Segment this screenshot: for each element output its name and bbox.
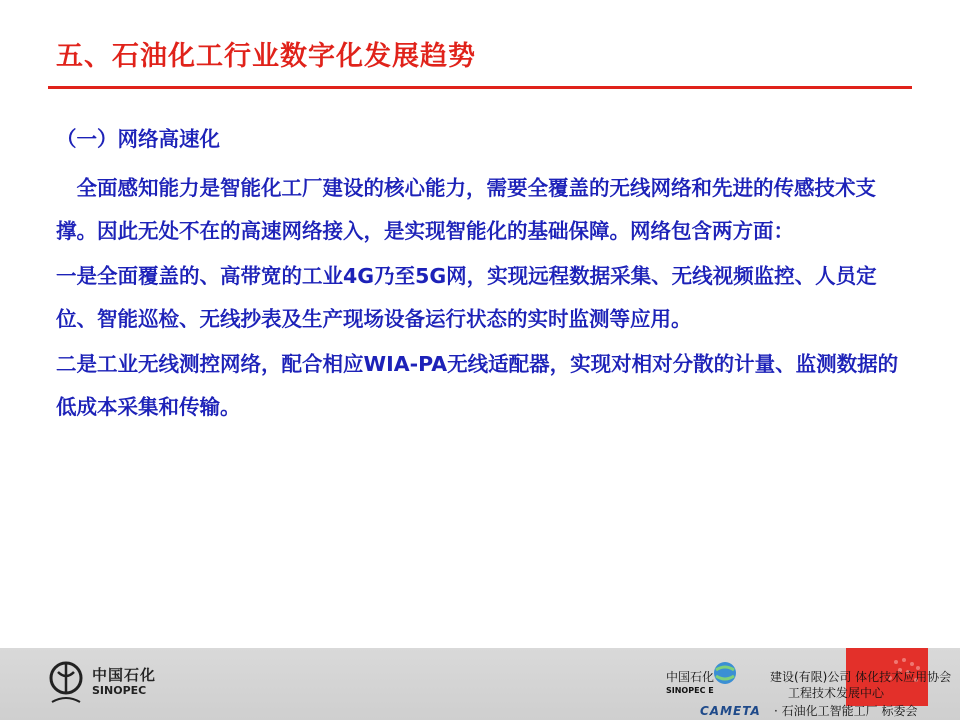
org-name-en: SINOPEC E (666, 686, 714, 695)
org-committee-line: · 石油化工智能工厂 标委会 (774, 704, 918, 718)
org-association-line: 建设(有限)公司 体化技术应用协会 (770, 670, 952, 684)
sinopec-name-en: SINOPEC (92, 684, 147, 697)
point-one: 一是全面覆盖的、高带宽的工业4G乃至5G网，实现远程数据采集、无线视频监控、人员定位、智能巡检、无线抄表及生产现场设备运行状态的实时监测等应用。 (56, 264, 877, 331)
slide-title: 五、石油化工行业数字化发展趋势 (56, 41, 476, 72)
intro-paragraph: 全面感知能力是智能化工厂建设的核心能力，需要全覆盖的无线网络和先进的传感技术支撑。因此无处不在的高速网络接入，是实现智能化的基础保障。网络包含两方面： (56, 176, 876, 243)
org-name-cn: 中国石化 (666, 670, 715, 684)
cameta-globe-icon (712, 660, 738, 686)
cameta-logo-text: CAMETA (700, 704, 761, 718)
sinopec-logo-icon (46, 658, 86, 706)
title-divider (48, 86, 912, 89)
slide-body (56, 118, 916, 429)
sinopec-name-cn: 中国石化 (92, 666, 157, 684)
section-subheading: （一）网络高速化 (56, 127, 220, 151)
point-two: 二是工业无线测控网络，配合相应WIA-PA无线适配器，实现对相对分散的计量、监测数据的低成本采集和传输。 (56, 352, 899, 419)
footer-bar (0, 648, 960, 720)
org-center-line: 工程技术发展中心 (788, 686, 885, 700)
